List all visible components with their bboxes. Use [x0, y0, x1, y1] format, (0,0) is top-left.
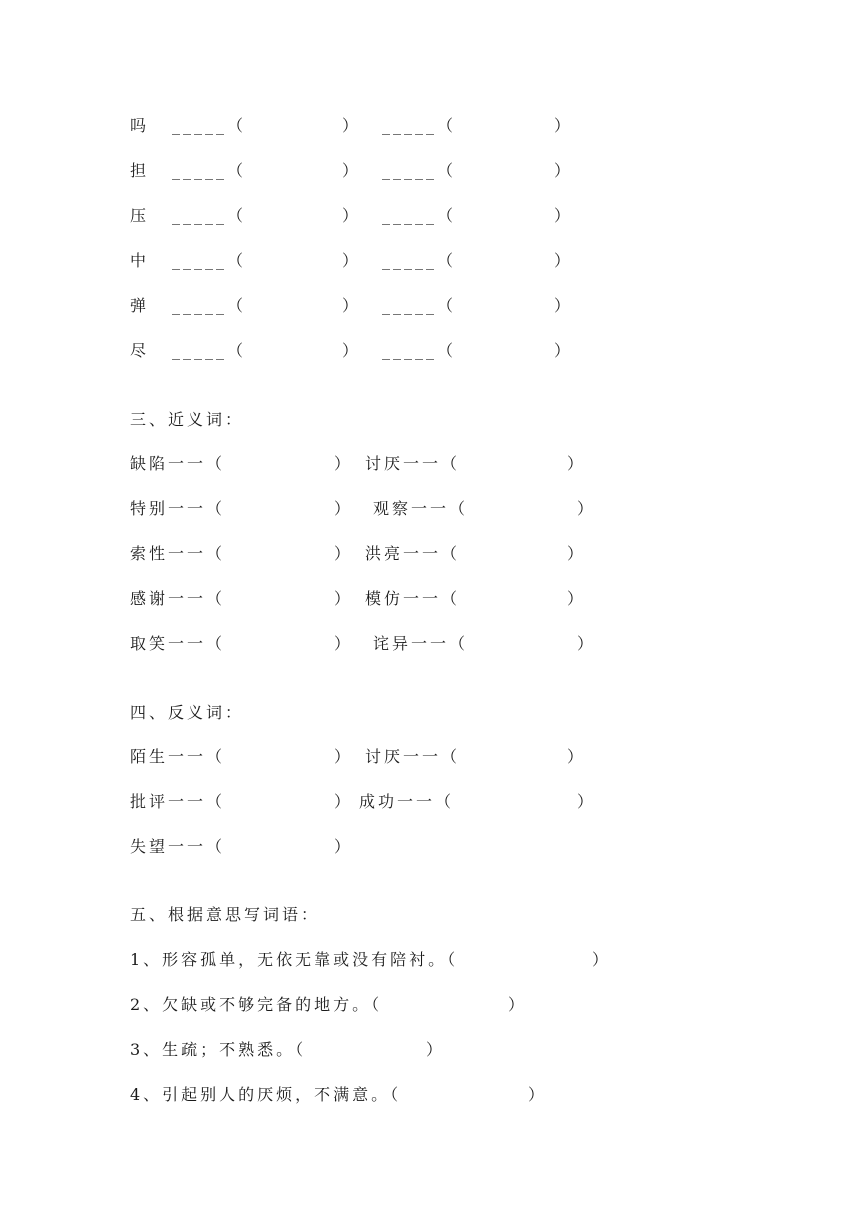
section-heading-meanings: 五、根据意思写词语： [130, 905, 321, 924]
synonym-left-close: ） [334, 589, 354, 608]
synonym-left-close: ） [334, 634, 354, 653]
meaning-text[interactable]: 3、生疏；不熟悉。（ [130, 1040, 307, 1059]
synonym-left[interactable]: 感谢一一（ [130, 589, 226, 608]
antonym-left-close: ） [334, 792, 354, 811]
meaning-close: ） [528, 1085, 548, 1104]
meaning-text[interactable]: 1、形容孤单，无依无靠或没有陪衬。（ [130, 950, 459, 969]
paren-close-2: ） [554, 161, 574, 180]
blank-2[interactable]: _____（ [382, 116, 457, 135]
antonym-left[interactable]: 陌生一一（ [130, 747, 226, 766]
paren-close-1: ） [342, 206, 362, 225]
antonym-right[interactable]: 成功一一（ [359, 792, 455, 811]
blank-2[interactable]: _____（ [382, 161, 457, 180]
blank-1[interactable]: _____（ [172, 296, 247, 315]
antonym-right-close: ） [577, 792, 597, 811]
paren-close-1: ） [342, 116, 362, 135]
synonym-right[interactable]: 模仿一一（ [365, 589, 461, 608]
section-heading-synonyms: 三、近义词： [130, 410, 245, 429]
paren-close-2: ） [554, 206, 574, 225]
synonym-right-close: ） [567, 544, 587, 563]
synonym-left[interactable]: 索性一一（ [130, 544, 226, 563]
blank-2[interactable]: _____（ [382, 206, 457, 225]
synonym-left[interactable]: 特别一一（ [130, 499, 226, 518]
meaning-close: ） [426, 1040, 446, 1059]
synonym-right[interactable]: 讨厌一一（ [365, 454, 461, 473]
meaning-close: ） [592, 950, 612, 969]
polyphone-char: 吗 [130, 116, 150, 135]
blank-2[interactable]: _____（ [382, 251, 457, 270]
paren-close-2: ） [554, 296, 574, 315]
synonym-right-close: ） [567, 454, 587, 473]
polyphone-char: 压 [130, 206, 150, 225]
synonym-left[interactable]: 取笑一一（ [130, 634, 226, 653]
antonym-left-close: ） [334, 747, 354, 766]
synonym-left-close: ） [334, 454, 354, 473]
antonym-right-close: ） [567, 747, 587, 766]
antonym-left[interactable]: 失望一一（ [130, 837, 226, 856]
synonym-right[interactable]: 观察一一（ [373, 499, 469, 518]
paren-close-2: ） [554, 251, 574, 270]
polyphone-char: 尽 [130, 341, 150, 360]
blank-1[interactable]: _____（ [172, 206, 247, 225]
antonym-right[interactable]: 讨厌一一（ [365, 747, 461, 766]
paren-close-1: ） [342, 341, 362, 360]
synonym-right-close: ） [567, 589, 587, 608]
section-heading-antonyms: 四、反义词： [130, 703, 245, 722]
synonym-right[interactable]: 洪亮一一（ [365, 544, 461, 563]
blank-1[interactable]: _____（ [172, 116, 247, 135]
synonym-right[interactable]: 诧异一一（ [373, 634, 469, 653]
antonym-left[interactable]: 批评一一（ [130, 792, 226, 811]
synonym-left-close: ） [334, 544, 354, 563]
paren-close-1: ） [342, 161, 362, 180]
polyphone-char: 担 [130, 161, 150, 180]
blank-1[interactable]: _____（ [172, 161, 247, 180]
meaning-text[interactable]: 4、引起别人的厌烦，不满意。（ [130, 1085, 402, 1104]
polyphone-char: 弹 [130, 296, 150, 315]
paren-close-1: ） [342, 296, 362, 315]
blank-1[interactable]: _____（ [172, 251, 247, 270]
paren-close-2: ） [554, 341, 574, 360]
antonym-left-close: ） [334, 837, 354, 856]
synonym-right-close: ） [577, 634, 597, 653]
meaning-close: ） [508, 995, 528, 1014]
blank-2[interactable]: _____（ [382, 341, 457, 360]
synonym-right-close: ） [577, 499, 597, 518]
blank-2[interactable]: _____（ [382, 296, 457, 315]
synonym-left-close: ） [334, 499, 354, 518]
polyphone-char: 中 [130, 251, 150, 270]
paren-close-2: ） [554, 116, 574, 135]
meaning-text[interactable]: 2、欠缺或不够完备的地方。（ [130, 995, 383, 1014]
synonym-left[interactable]: 缺陷一一（ [130, 454, 226, 473]
blank-1[interactable]: _____（ [172, 341, 247, 360]
paren-close-1: ） [342, 251, 362, 270]
